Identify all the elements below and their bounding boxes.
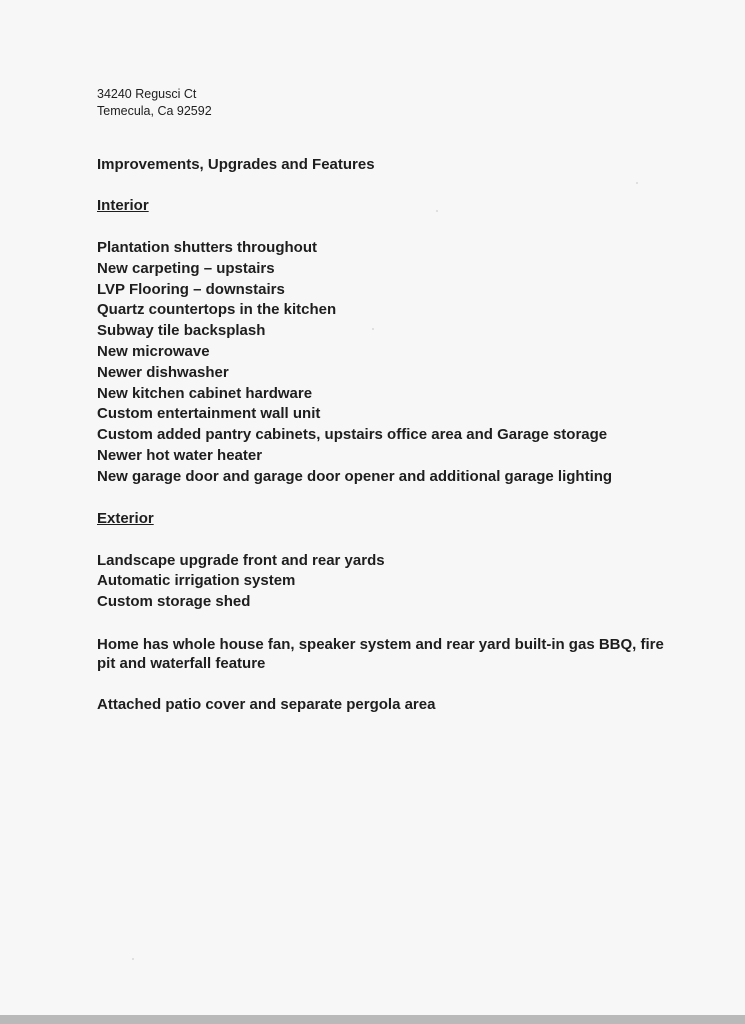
document-content — [97, 86, 697, 714]
scan-edge — [0, 1015, 745, 1024]
features-note: Home has whole house fan, speaker system and rear yard built-in gas BBQ, fire pit and waterfall feature — [97, 635, 664, 672]
list-item: LVP Flooring – downstairs — [97, 280, 285, 298]
list-item: Custom storage shed — [97, 593, 251, 611]
list-item: New kitchen cabinet hardware — [97, 384, 313, 402]
scan-speck — [132, 958, 134, 960]
exterior-heading: Exterior — [97, 509, 154, 527]
list-item: Plantation shutters throughout — [97, 239, 317, 256]
list-item: Landscape upgrade front and rear yards — [97, 551, 385, 569]
list-item: Newer dishwasher — [97, 363, 229, 381]
interior-list — [97, 238, 697, 488]
list-item: New carpeting – upstairs — [97, 259, 275, 277]
address-street: 34240 Regusci Ct — [97, 87, 197, 101]
list-item: Custom added pantry cabinets, upstairs office area and Garage storage — [97, 426, 608, 444]
list-item: New microwave — [97, 342, 210, 360]
list-item: Automatic irrigation system — [97, 572, 296, 590]
list-item: Subway tile backsplash — [97, 322, 266, 340]
address-city: Temecula, Ca 92592 — [97, 104, 212, 118]
patio-note: Attached patio cover and separate pergola area — [97, 695, 436, 713]
interior-heading: Interior — [97, 197, 149, 214]
list-item: Quartz countertops in the kitchen — [97, 301, 337, 319]
list-item: Custom entertainment wall unit — [97, 405, 321, 423]
exterior-list — [97, 551, 697, 613]
list-item: New garage door and garage door opener and additional garage lighting — [97, 467, 613, 485]
document-title: Improvements, Upgrades and Features — [97, 156, 375, 173]
address-block — [97, 86, 697, 120]
list-item: Newer hot water heater — [97, 446, 263, 464]
